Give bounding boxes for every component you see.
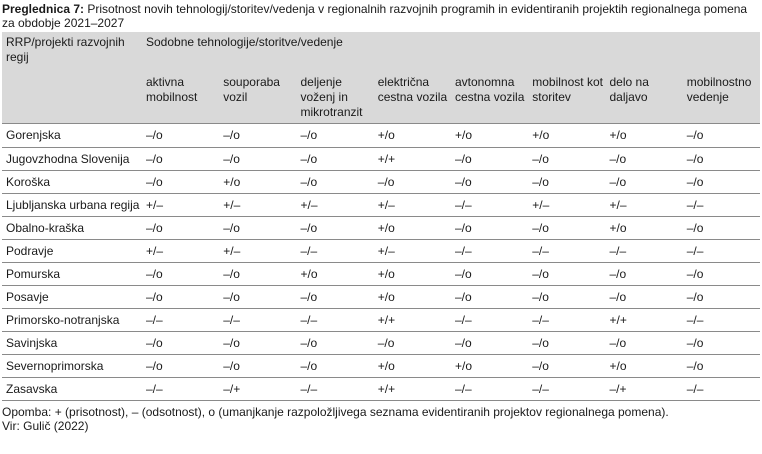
value-cell: +/o <box>374 124 451 148</box>
value-cell: –/– <box>297 378 374 401</box>
table-row <box>2 286 760 309</box>
value-cell: –/o <box>528 332 605 355</box>
value-cell: +/o <box>451 355 528 378</box>
value-cell: +/– <box>528 194 605 217</box>
value-cell: +/– <box>219 240 296 263</box>
value-cell: +/– <box>606 194 683 217</box>
value-cell: –/o <box>142 171 219 194</box>
value-cell: +/o <box>374 286 451 309</box>
value-cell: –/o <box>297 171 374 194</box>
value-cell: –/o <box>528 286 605 309</box>
value-cell: –/o <box>451 148 528 171</box>
value-cell: –/o <box>528 355 605 378</box>
value-cell: –/o <box>451 171 528 194</box>
value-cell: –/o <box>683 217 760 240</box>
value-cell: +/o <box>374 355 451 378</box>
value-cell: +/– <box>374 194 451 217</box>
value-cell: –/o <box>142 286 219 309</box>
value-cell: +/– <box>297 194 374 217</box>
value-cell: +/o <box>219 171 296 194</box>
value-cell: +/– <box>142 240 219 263</box>
value-cell: +/o <box>374 217 451 240</box>
table-row <box>2 332 760 355</box>
value-cell: –/o <box>528 148 605 171</box>
legend-note: Opomba: + (prisotnost), – (odsotnost), o (umanjkanje razpoložljivega seznama evidentiranih projektov regionalnega pomena). <box>2 405 669 419</box>
column-header: mobilnostno vedenje <box>683 71 760 124</box>
column-header: aktivna mobilnost <box>142 71 219 124</box>
region-cell: Pomurska <box>2 263 142 286</box>
value-cell: –/– <box>451 194 528 217</box>
value-cell: –/o <box>528 171 605 194</box>
value-cell: –/– <box>606 240 683 263</box>
value-cell: –/– <box>451 378 528 401</box>
value-cell: +/o <box>606 355 683 378</box>
region-cell: Savinjska <box>2 332 142 355</box>
value-cell: –/o <box>683 263 760 286</box>
column-header-row <box>2 71 760 124</box>
value-cell: –/– <box>142 309 219 332</box>
value-cell: –/o <box>142 217 219 240</box>
table-row <box>2 378 760 401</box>
region-cell: Zasavska <box>2 378 142 401</box>
value-cell: +/o <box>606 217 683 240</box>
value-cell: –/o <box>683 171 760 194</box>
value-cell: –/o <box>142 332 219 355</box>
value-cell: –/o <box>451 332 528 355</box>
value-cell: –/o <box>606 286 683 309</box>
value-cell: –/o <box>219 355 296 378</box>
source-note: Vir: Gulič (2022) <box>2 419 89 433</box>
value-cell: –/+ <box>219 378 296 401</box>
value-cell: –/o <box>142 124 219 148</box>
region-cell: Severnoprimorska <box>2 355 142 378</box>
region-cell: Posavje <box>2 286 142 309</box>
value-cell: –/o <box>451 263 528 286</box>
value-cell: –/o <box>219 332 296 355</box>
value-cell: –/o <box>606 171 683 194</box>
region-cell: Jugovzhodna Slovenija <box>2 148 142 171</box>
region-cell: Obalno-kraška <box>2 217 142 240</box>
value-cell: –/o <box>219 148 296 171</box>
value-cell: +/o <box>528 124 605 148</box>
value-cell: –/o <box>683 355 760 378</box>
value-cell: –/o <box>606 263 683 286</box>
table-body <box>2 124 760 401</box>
column-header: souporaba vozil <box>219 71 296 124</box>
value-cell: –/– <box>451 240 528 263</box>
value-cell: –/o <box>297 332 374 355</box>
value-cell: –/o <box>451 217 528 240</box>
column-header: mobilnost kot storitev <box>528 71 605 124</box>
value-cell: –/– <box>683 194 760 217</box>
value-cell: –/o <box>219 124 296 148</box>
value-cell: +/o <box>374 263 451 286</box>
region-cell: Ljubljanska urbana regija <box>2 194 142 217</box>
value-cell: –/o <box>683 332 760 355</box>
table-row <box>2 148 760 171</box>
value-cell: –/– <box>528 309 605 332</box>
value-cell: –/– <box>683 240 760 263</box>
value-cell: –/o <box>297 217 374 240</box>
value-cell: +/– <box>142 194 219 217</box>
value-cell: +/– <box>219 194 296 217</box>
technology-presence-table <box>2 32 760 401</box>
column-header: električna cestna vozila <box>374 71 451 124</box>
value-cell: –/– <box>528 240 605 263</box>
value-cell: –/o <box>683 286 760 309</box>
table-row <box>2 217 760 240</box>
column-header: avtonomna cestna vozila <box>451 71 528 124</box>
value-cell: –/o <box>297 355 374 378</box>
value-cell: –/o <box>219 286 296 309</box>
value-cell: –/o <box>142 263 219 286</box>
value-cell: –/– <box>683 378 760 401</box>
value-cell: +/+ <box>374 309 451 332</box>
table-caption <box>0 2 762 32</box>
table-row <box>2 309 760 332</box>
region-cell: Primorsko-notranjska <box>2 309 142 332</box>
value-cell: –/– <box>297 309 374 332</box>
value-cell: –/o <box>142 148 219 171</box>
table-notes <box>0 401 762 433</box>
value-cell: +/– <box>374 240 451 263</box>
value-cell: –/– <box>219 309 296 332</box>
value-cell: –/o <box>219 217 296 240</box>
value-cell: –/o <box>374 332 451 355</box>
table-row <box>2 263 760 286</box>
region-cell: Gorenjska <box>2 124 142 148</box>
header-region-spacer <box>2 71 142 124</box>
value-cell: –/o <box>606 332 683 355</box>
value-cell: –/o <box>219 263 296 286</box>
value-cell: –/– <box>142 378 219 401</box>
value-cell: –/o <box>374 171 451 194</box>
value-cell: –/+ <box>606 378 683 401</box>
caption-text: Prisotnost novih tehnologij/storitev/vedenja v regionalnih razvojnih programih in evidentiranih projektih regionalnega pomena za obdobje 2021–2027 <box>2 2 748 30</box>
value-cell: –/o <box>142 355 219 378</box>
table-row <box>2 171 760 194</box>
value-cell: +/o <box>606 124 683 148</box>
value-cell: +/o <box>297 263 374 286</box>
value-cell: –/o <box>683 148 760 171</box>
region-cell: Podravje <box>2 240 142 263</box>
value-cell: –/o <box>606 148 683 171</box>
column-header: delo na daljavo <box>606 71 683 124</box>
value-cell: +/+ <box>374 378 451 401</box>
value-cell: –/– <box>528 378 605 401</box>
value-cell: –/– <box>683 309 760 332</box>
value-cell: –/o <box>528 263 605 286</box>
header-group: Sodobne tehnologije/storitve/vedenje <box>142 32 760 71</box>
header-region: RRP/projekti razvojnih regij <box>2 32 142 71</box>
table-row <box>2 355 760 378</box>
value-cell: –/o <box>528 217 605 240</box>
value-cell: +/o <box>451 124 528 148</box>
value-cell: +/+ <box>606 309 683 332</box>
value-cell: –/o <box>451 286 528 309</box>
caption-label: Preglednica 7: <box>2 2 85 16</box>
table-row <box>2 240 760 263</box>
column-header: deljenje voženj in mikrotranzit <box>297 71 374 124</box>
value-cell: –/o <box>683 124 760 148</box>
value-cell: –/– <box>297 240 374 263</box>
value-cell: –/– <box>451 309 528 332</box>
value-cell: –/o <box>297 148 374 171</box>
value-cell: –/o <box>297 286 374 309</box>
table-row <box>2 124 760 148</box>
value-cell: –/o <box>297 124 374 148</box>
table-row <box>2 194 760 217</box>
region-cell: Koroška <box>2 171 142 194</box>
value-cell: +/+ <box>374 148 451 171</box>
